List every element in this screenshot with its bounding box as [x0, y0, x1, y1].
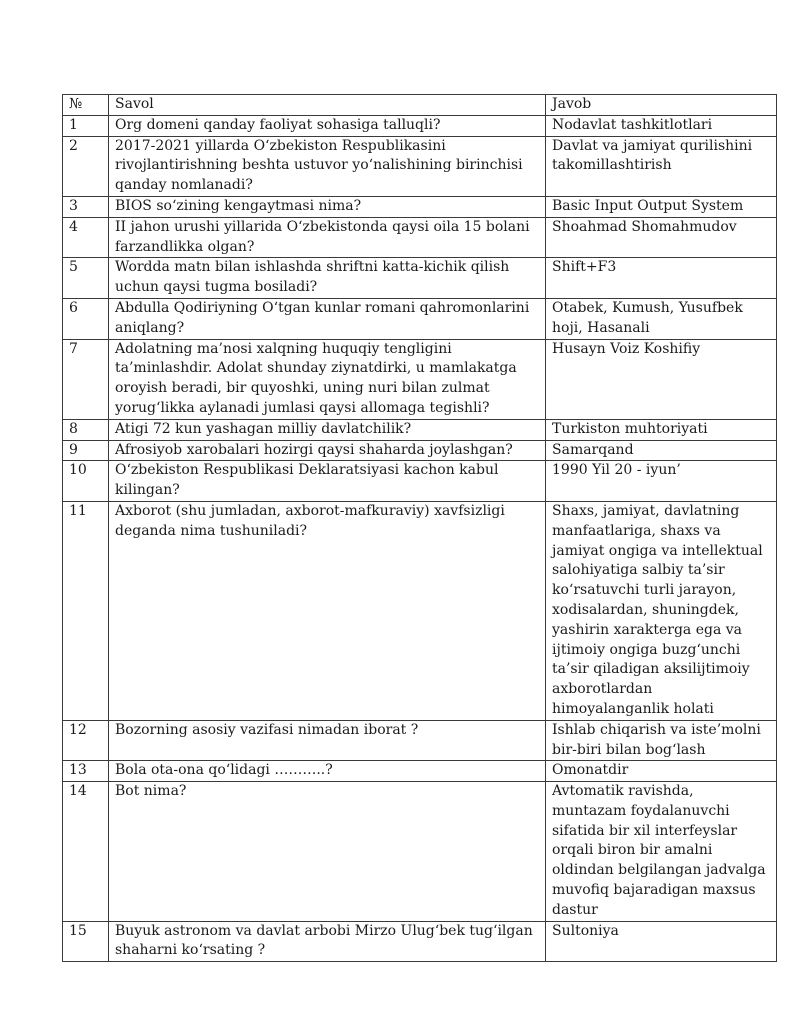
row-question: Buyuk astronom va davlat arbobi Mirzo Ulug‘bek tug‘ilgan shaharni ko‘rsating ?	[109, 921, 546, 962]
row-number: 10	[63, 461, 109, 502]
row-question: O‘zbekiston Respublikasi Deklaratsiyasi kachon kabul kilingan?	[109, 461, 546, 502]
row-question: 2017-2021 yillarda O‘zbekiston Respublikasini rivojlantirishning beshta ustuvor yo‘nalishining birinchisi qanday nomlanadi?	[109, 136, 546, 196]
row-question: Bozorning asosiy vazifasi nimadan iborat ?	[109, 720, 546, 761]
row-question: Bola ota-ona qo‘lidagi ………..?	[109, 761, 546, 782]
row-number: 14	[63, 782, 109, 922]
row-number: 3	[63, 196, 109, 217]
row-answer: Davlat va jamiyat qurilishini takomillashtirish	[546, 136, 777, 196]
row-number: 15	[63, 921, 109, 962]
table-row	[63, 217, 777, 258]
row-number: 8	[63, 419, 109, 440]
row-answer: Samarqand	[546, 440, 777, 461]
row-number: 6	[63, 298, 109, 339]
row-number: 1	[63, 115, 109, 136]
row-question: BIOS so‘zining kengaytmasi nima?	[109, 196, 546, 217]
header-answer: Javob	[546, 95, 777, 116]
table-row	[63, 419, 777, 440]
row-question: Atigi 72 kun yashagan milliy davlatchilik?	[109, 419, 546, 440]
row-question: II jahon urushi yillarida O‘zbekistonda qaysi oila 15 bolani farzandlikka olgan?	[109, 217, 546, 258]
row-answer: Otabek, Kumush, Yusufbek hoji, Hasanali	[546, 298, 777, 339]
row-question: Abdulla Qodiriyning O‘tgan kunlar romani qahromonlarini aniqlang?	[109, 298, 546, 339]
row-answer: Omonatdir	[546, 761, 777, 782]
row-question: Adolatning ma’nosi xalqning huquqiy tengligini ta’minlashdir. Adolat shunday ziynatdirki, u mamlakatga oroyish beradi, bir quyoshki, uning nuri bilan zulmat yorug‘likka aylanadi jumlasi qaysi allomaga tegishli?	[109, 339, 546, 419]
question-answer-table	[62, 94, 777, 962]
row-number: 13	[63, 761, 109, 782]
table-row	[63, 720, 777, 761]
row-answer: Sultoniya	[546, 921, 777, 962]
table-row	[63, 258, 777, 299]
row-answer: Turkiston muhtoriyati	[546, 419, 777, 440]
row-question: Afrosiyob xarobalari hozirgi qaysi shaharda joylashgan?	[109, 440, 546, 461]
table-row	[63, 339, 777, 419]
table-row	[63, 782, 777, 922]
table-header-row	[63, 95, 777, 116]
header-question: Savol	[109, 95, 546, 116]
table-row	[63, 461, 777, 502]
table-row	[63, 921, 777, 962]
row-question: Org domeni qanday faoliyat sohasiga talluqli?	[109, 115, 546, 136]
row-question: Wordda matn bilan ishlashda shriftni katta-kichik qilish uchun qaysi tugma bosiladi?	[109, 258, 546, 299]
row-number: 12	[63, 720, 109, 761]
row-answer: Avtomatik ravishda, muntazam foydalanuvchi sifatida bir xil interfeyslar orqali biron bir amalni oldindan belgilangan jadvalga muvofiq bajaradigan maxsus dastur	[546, 782, 777, 922]
row-answer: Shift+F3	[546, 258, 777, 299]
row-number: 7	[63, 339, 109, 419]
table-row	[63, 136, 777, 196]
row-number: 4	[63, 217, 109, 258]
header-number: №	[63, 95, 109, 116]
row-answer: Nodavlat tashkitlotlari	[546, 115, 777, 136]
table-row	[63, 440, 777, 461]
row-answer: Husayn Voiz Koshifiy	[546, 339, 777, 419]
table-row	[63, 501, 777, 720]
table-row	[63, 115, 777, 136]
table-row	[63, 761, 777, 782]
row-answer: Ishlab chiqarish va iste’molni bir-biri bilan bog‘lash	[546, 720, 777, 761]
table-row	[63, 298, 777, 339]
row-number: 2	[63, 136, 109, 196]
row-answer: Shaxs, jamiyat, davlatning manfaatlariga, shaxs va jamiyat ongiga va intellektual salohiyatiga salbiy ta’sir ko‘rsatuvchi turli jarayon, xodisalardan, shuningdek, yashirin xarakterga ega va ijtimoiy ongiga buzg‘unchi ta’sir qiladigan aksilijtimoiy axborotlardan himoyalanganlik holati	[546, 501, 777, 720]
row-number: 5	[63, 258, 109, 299]
row-answer: Basic Input Output System	[546, 196, 777, 217]
row-number: 11	[63, 501, 109, 720]
table-row	[63, 196, 777, 217]
row-answer: Shoahmad Shomahmudov	[546, 217, 777, 258]
row-question: Bot nima?	[109, 782, 546, 922]
row-question: Axborot (shu jumladan, axborot-mafkuraviy) xavfsizligi deganda nima tushuniladi?	[109, 501, 546, 720]
row-number: 9	[63, 440, 109, 461]
row-answer: 1990 Yil 20 - iyun’	[546, 461, 777, 502]
